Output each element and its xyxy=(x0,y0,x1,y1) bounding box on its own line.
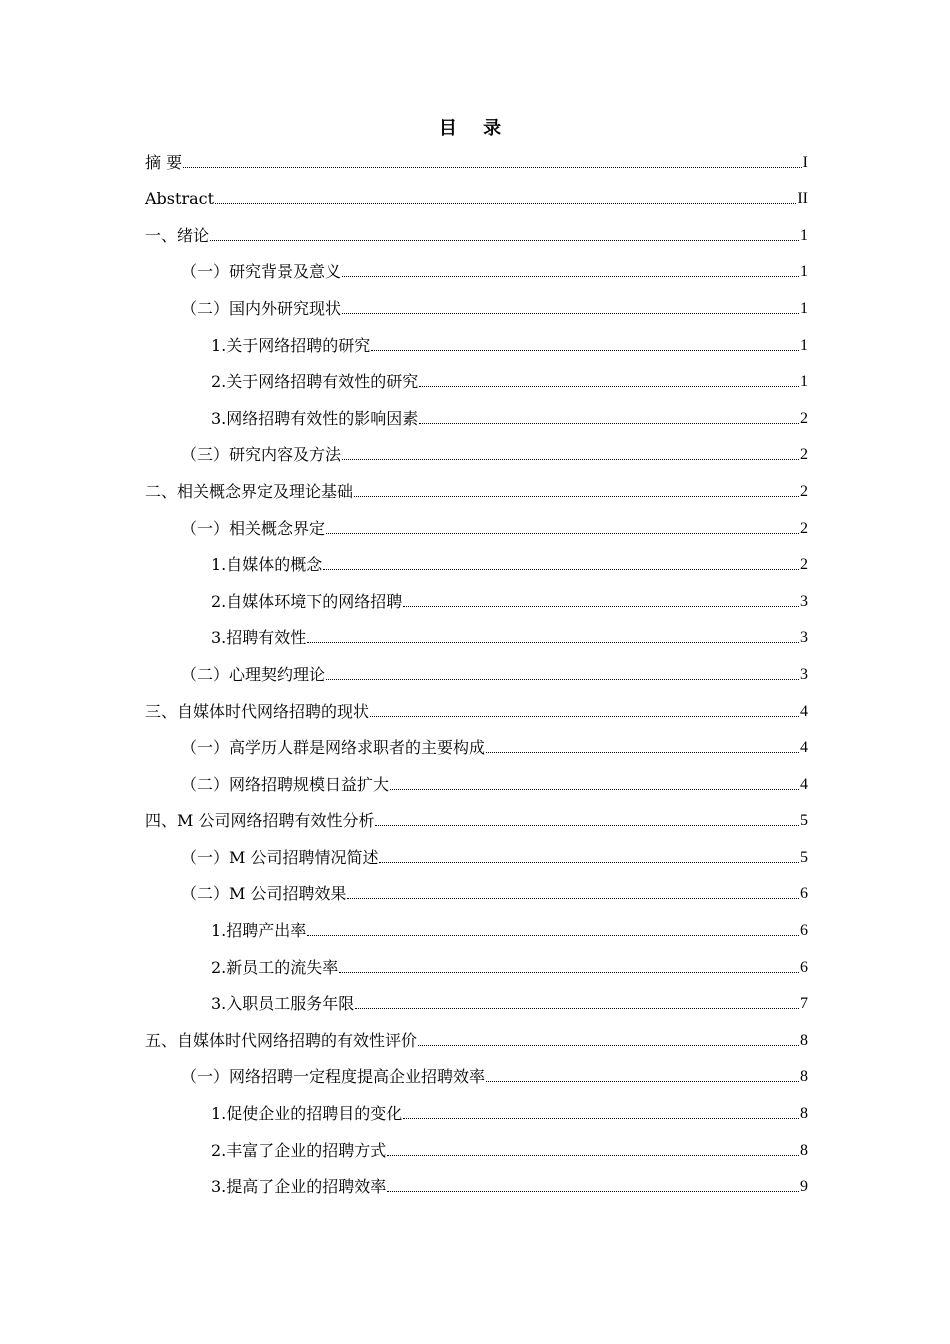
toc-entry[interactable] xyxy=(145,429,808,466)
toc-entry[interactable] xyxy=(145,319,808,356)
toc-entry-text: 四、M 公司网络招聘有效性分析 xyxy=(145,811,375,831)
toc-dot-leader xyxy=(307,642,799,643)
toc-entry-page-number: 9 xyxy=(800,1178,808,1196)
toc-entry-text: 摘 要 xyxy=(145,152,183,172)
toc-list xyxy=(145,136,808,1197)
toc-dot-leader xyxy=(419,423,799,424)
toc-dot-leader xyxy=(403,1118,799,1119)
toc-entry-page-number: 1 xyxy=(800,336,808,354)
toc-entry-text: 3.招聘有效性 xyxy=(211,628,307,648)
toc-entry-page-number: 1 xyxy=(800,263,808,281)
toc-entry-page-number: 2 xyxy=(800,519,808,537)
toc-entry-text: （二）网络招聘规模日益扩大 xyxy=(181,774,390,794)
toc-dot-leader xyxy=(486,752,799,753)
toc-entry-page-number: 2 xyxy=(800,482,808,500)
toc-dot-leader xyxy=(418,1045,799,1046)
toc-entry[interactable] xyxy=(145,941,808,978)
toc-entry-page-number: 8 xyxy=(800,1141,808,1159)
toc-entry-text: 3.网络招聘有效性的影响因素 xyxy=(211,408,419,428)
toc-entry-text: 二、相关概念界定及理论基础 xyxy=(145,481,354,501)
toc-entry-text: 五、自媒体时代网络招聘的有效性评价 xyxy=(145,1030,418,1050)
toc-entry-text: 1.促使企业的招聘目的变化 xyxy=(211,1104,403,1124)
toc-entry-page-number: 8 xyxy=(800,1105,808,1123)
toc-entry-page-number: 1 xyxy=(800,373,808,391)
toc-entry[interactable] xyxy=(145,831,808,868)
toc-entry-page-number: 6 xyxy=(800,922,808,940)
toc-dot-leader xyxy=(307,935,799,936)
toc-entry-page-number: 6 xyxy=(800,958,808,976)
toc-dot-leader xyxy=(342,276,799,277)
toc-entry-page-number: 2 xyxy=(800,556,808,574)
toc-entry[interactable] xyxy=(145,904,808,941)
toc-entry[interactable] xyxy=(145,1124,808,1161)
toc-entry-page-number: 4 xyxy=(800,775,808,793)
toc-entry-page-number: 3 xyxy=(800,629,808,647)
toc-entry-page-number: 3 xyxy=(800,592,808,610)
toc-entry[interactable] xyxy=(145,136,808,173)
toc-entry-text: Abstract xyxy=(145,189,215,209)
toc-entry[interactable] xyxy=(145,173,808,210)
toc-entry-page-number: I xyxy=(802,153,808,171)
toc-dot-leader xyxy=(342,313,799,314)
toc-entry[interactable] xyxy=(145,795,808,832)
toc-entry-page-number: 1 xyxy=(800,226,808,244)
toc-dot-leader xyxy=(354,496,799,497)
toc-dot-leader xyxy=(347,898,799,899)
toc-entry[interactable] xyxy=(145,282,808,319)
toc-entry-page-number: 1 xyxy=(800,299,808,317)
toc-dot-leader xyxy=(387,1155,799,1156)
toc-entry-page-number: 8 xyxy=(800,1068,808,1086)
toc-dot-leader xyxy=(371,350,799,351)
toc-entry[interactable] xyxy=(145,685,808,722)
toc-entry-page-number: 5 xyxy=(800,848,808,866)
toc-title: 目 录 xyxy=(438,118,512,139)
toc-entry-text: （二）国内外研究现状 xyxy=(181,298,342,318)
toc-entry-text: 2.丰富了企业的招聘方式 xyxy=(211,1140,387,1160)
toc-entry[interactable] xyxy=(145,246,808,283)
toc-entry[interactable] xyxy=(145,1051,808,1088)
toc-entry[interactable] xyxy=(145,1014,808,1051)
toc-entry-page-number: 2 xyxy=(800,446,808,464)
toc-entry-text: 1.招聘产出率 xyxy=(211,921,307,941)
toc-dot-leader xyxy=(355,1008,799,1009)
toc-dot-leader xyxy=(375,825,799,826)
toc-entry-page-number: 2 xyxy=(800,409,808,427)
toc-entry-text: 三、自媒体时代网络招聘的现状 xyxy=(145,701,370,721)
toc-entry-text: 1.自媒体的概念 xyxy=(211,555,323,575)
toc-entry-page-number: II xyxy=(797,190,808,208)
toc-entry[interactable] xyxy=(145,612,808,649)
toc-entry-page-number: 4 xyxy=(800,739,808,757)
toc-entry-text: （二）心理契约理论 xyxy=(181,664,326,684)
toc-entry-page-number: 4 xyxy=(800,702,808,720)
toc-dot-leader xyxy=(215,203,796,204)
toc-entry-text: （三）研究内容及方法 xyxy=(181,445,342,465)
toc-entry-text: 2.自媒体环境下的网络招聘 xyxy=(211,591,403,611)
toc-entry-page-number: 3 xyxy=(800,665,808,683)
toc-dot-leader xyxy=(210,240,799,241)
toc-entry[interactable] xyxy=(145,392,808,429)
toc-dot-leader xyxy=(326,679,799,680)
toc-entry[interactable] xyxy=(145,209,808,246)
toc-entry[interactable] xyxy=(145,1087,808,1124)
toc-entry-text: 3.入职员工服务年限 xyxy=(211,994,355,1014)
toc-entry[interactable] xyxy=(145,539,808,576)
toc-dot-leader xyxy=(323,569,799,570)
toc-entry[interactable] xyxy=(145,502,808,539)
toc-entry-page-number: 7 xyxy=(800,995,808,1013)
toc-entry[interactable] xyxy=(145,575,808,612)
toc-entry-text: 2.关于网络招聘有效性的研究 xyxy=(211,372,419,392)
toc-entry[interactable] xyxy=(145,356,808,393)
toc-entry-text: （一）M 公司招聘情况简述 xyxy=(181,847,379,867)
toc-dot-leader xyxy=(370,716,799,717)
toc-dot-leader xyxy=(387,1191,799,1192)
toc-entry-page-number: 8 xyxy=(800,1031,808,1049)
toc-entry-text: （一）高学历人群是网络求职者的主要构成 xyxy=(181,738,486,758)
toc-entry-text: 一、绪论 xyxy=(145,225,210,245)
toc-entry[interactable] xyxy=(145,1161,808,1198)
toc-entry-text: （一）相关概念界定 xyxy=(181,518,326,538)
toc-dot-leader xyxy=(419,386,799,387)
toc-dot-leader xyxy=(486,1081,799,1082)
toc-dot-leader xyxy=(183,167,802,168)
toc-dot-leader xyxy=(379,862,799,863)
toc-entry[interactable] xyxy=(145,978,808,1015)
toc-dot-leader xyxy=(326,533,799,534)
toc-entry[interactable] xyxy=(145,868,808,905)
toc-entry[interactable] xyxy=(145,758,808,795)
toc-entry-page-number: 6 xyxy=(800,885,808,903)
toc-dot-leader xyxy=(390,789,799,790)
toc-entry-text: 1.关于网络招聘的研究 xyxy=(211,335,371,355)
toc-dot-leader xyxy=(342,459,799,460)
toc-entry-text: （一）研究背景及意义 xyxy=(181,262,342,282)
toc-entry-text: 3.提高了企业的招聘效率 xyxy=(211,1177,387,1197)
toc-entry-text: （二）M 公司招聘效果 xyxy=(181,884,347,904)
toc-entry-text: 2.新员工的流失率 xyxy=(211,957,339,977)
toc-entry-page-number: 5 xyxy=(800,812,808,830)
toc-entry[interactable] xyxy=(145,722,808,759)
toc-dot-leader xyxy=(403,606,799,607)
toc-entry[interactable] xyxy=(145,465,808,502)
toc-entry[interactable] xyxy=(145,648,808,685)
toc-entry-text: （一）网络招聘一定程度提高企业招聘效率 xyxy=(181,1067,486,1087)
toc-dot-leader xyxy=(339,972,799,973)
